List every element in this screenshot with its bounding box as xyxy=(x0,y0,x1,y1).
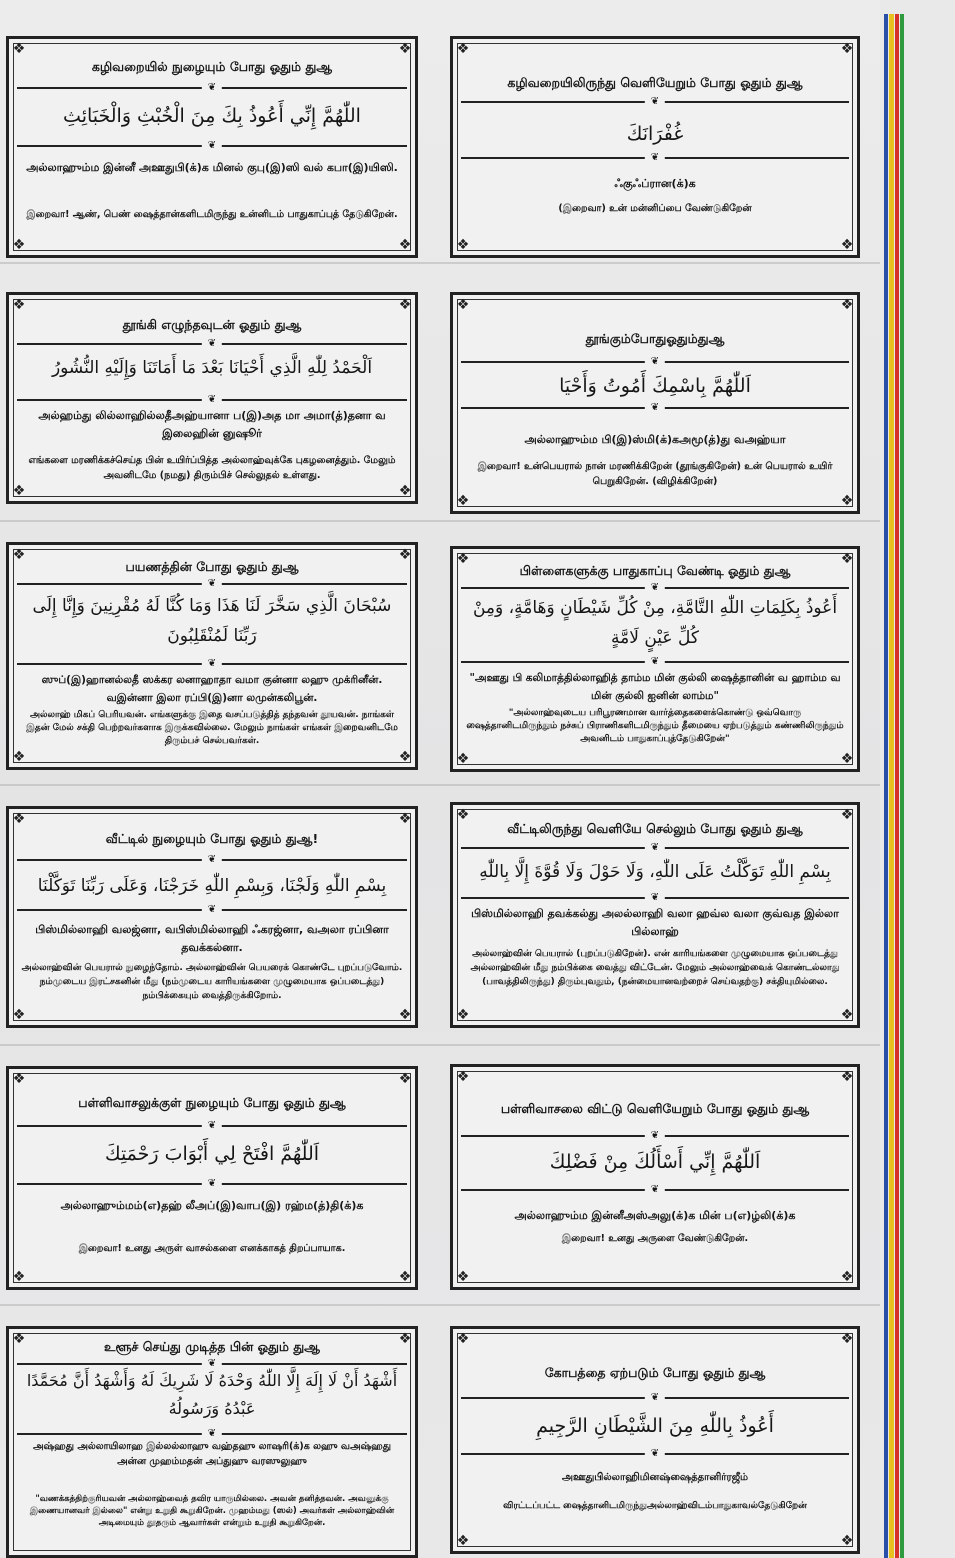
corner-ornament-icon: ❖ xyxy=(398,811,412,827)
corner-ornament-icon: ❖ xyxy=(840,1533,854,1549)
divider xyxy=(17,394,407,405)
corner-ornament-icon: ❖ xyxy=(12,811,26,827)
corner-ornament-icon: ❖ xyxy=(398,749,412,765)
corner-ornament-icon: ❖ xyxy=(840,1069,854,1085)
dua-title: தூங்கி எழுந்தவுடன் ஓதும் துஆ xyxy=(122,317,302,332)
dua-card xyxy=(450,802,860,1028)
corner-ornament-icon: ❖ xyxy=(456,551,470,567)
dua-title: பிள்ளைகளுக்கு பாதுகாப்பு வேண்டி ஓதும் துஆ xyxy=(519,563,791,578)
flourish-icon: ❦ xyxy=(645,656,665,668)
divider xyxy=(461,842,849,853)
flourish-icon: ❦ xyxy=(645,402,665,414)
corner-ornament-icon: ❖ xyxy=(840,551,854,567)
flourish-icon: ❦ xyxy=(202,904,222,916)
flourish-icon: ❦ xyxy=(202,1120,222,1132)
flourish-icon: ❦ xyxy=(202,658,222,670)
flourish-icon: ❦ xyxy=(202,854,222,866)
fold-line xyxy=(0,1044,880,1046)
corner-ornament-icon: ❖ xyxy=(840,237,854,253)
corner-ornament-icon: ❖ xyxy=(840,41,854,57)
meaning: இறைவா! உன்பெயரால் நான் மரணிக்கிறேன் (தூங்குகிறேன்) உன் பெயரால் உயிர் பெறுகிறேன். (விழிக்கிறேன்) xyxy=(477,461,833,487)
corner-ornament-icon: ❖ xyxy=(456,1533,470,1549)
divider xyxy=(461,1448,849,1459)
transliteration: அல்லாஹும்மம்(எ)தஹ் லீஅப்(இ)வாப(இ) ரஹ்ம(த்)தி(க்)க xyxy=(60,1199,364,1212)
corner-ornament-icon: ❖ xyxy=(840,807,854,823)
flourish-icon: ❦ xyxy=(645,1448,665,1460)
dua-title: கழிவறையில் நுழையும் போது ஓதும் துஆ xyxy=(91,59,333,74)
corner-ornament-icon: ❖ xyxy=(398,483,412,499)
transliteration: ஃகுஃப்ரான(க்)க xyxy=(614,177,696,190)
corner-ornament-icon: ❖ xyxy=(12,1071,26,1087)
divider xyxy=(461,402,849,413)
divider xyxy=(461,1130,849,1141)
corner-ornament-icon: ❖ xyxy=(840,1331,854,1347)
arabic-text: بِسْمِ اللّٰهِ وَلَجْنَا، وَبِسْمِ اللّٰهِ خَرَجْنَا، وَعَلَى رَبِّنَا تَوَكَّلْنَا xyxy=(37,876,387,896)
meaning: இறைவா! ஆண், பெண் ஷைத்தான்களிடமிருந்து உன்னிடம் பாதுகாப்புத் தேடுகிறேன். xyxy=(26,209,398,220)
transliteration: அல்ஹம்து லில்லாஹில்லதீஅஹ்யானா ப(இ)அத மா அமா(த்)தனா வ இலைஹின் னுஷூர் xyxy=(38,409,386,440)
corner-ornament-icon: ❖ xyxy=(12,1269,26,1285)
divider xyxy=(17,854,407,865)
corner-ornament-icon: ❖ xyxy=(12,1331,26,1347)
dua-card xyxy=(6,806,418,1028)
divider xyxy=(461,1184,849,1195)
dua-card xyxy=(6,1066,418,1290)
arabic-text: أَعُوذُ بِكَلِمَاتِ اللّٰهِ التَّامَّةِ، مِنْ كُلِّ شَيْطَانٍ وَهَامَّةٍ، وَمِنْ كُلِّ عَيْنٍ لَامَّةٍ xyxy=(472,598,838,648)
meaning: அல்லாஹ்வின் பெயரால் (புறப்படுகிறேன்). என் காரியங்களை முழுமையாக ஒப்படைத்து அல்லாஹ்வின் மீது நம்பிக்கை வைத்து விட்டேன். மேலும் அல்லாஹ்வைக் கொண்டல்லாது (பாவத்திலிருந்து) திரும்புவதும், (நன்மையானவற்றைச் செய்வதற்கு) சக்தியுமில்லை. xyxy=(470,949,840,987)
divider xyxy=(461,356,849,367)
corner-ornament-icon: ❖ xyxy=(398,1331,412,1347)
meaning: அல்லாஹ் மிகப் பெரியவன். எங்களுக்கு இதை வசப்படுத்தித் தந்தவன் தூயவன். நாங்கள் இதன் மேல் சக்தி பெற்றவர்களாக இருக்கவில்லை. மேலும் நாங்கள் எங்கள் இறைவனிடமே திரும்பச் செல்பவர்கள். xyxy=(26,710,398,746)
dua-title: வீட்டில் நுழையும் போது ஓதும் துஆ! xyxy=(105,831,319,846)
dua-card xyxy=(450,1064,860,1290)
meaning: (இறைவா) உன் மன்னிப்பை வேண்டுகிறேன் xyxy=(558,203,752,214)
dua-title: கோபத்தை ஏற்படும் போது ஓதும் துஆ xyxy=(544,1365,766,1380)
corner-ornament-icon: ❖ xyxy=(456,493,470,509)
arabic-text: اللّٰهُمَّ إِنِّي أَعُوذُ بِكَ مِنَ الْخُبْثِ وَالْخَبَائِثِ xyxy=(63,105,361,127)
dua-title: கழிவறையிலிருந்து வெளியேறும் போது ஓதும் துஆ xyxy=(507,75,803,90)
divider xyxy=(461,656,849,667)
divider xyxy=(17,1120,407,1131)
divider xyxy=(461,892,849,903)
corner-ornament-icon: ❖ xyxy=(456,237,470,253)
dua-card xyxy=(450,1326,860,1554)
arabic-text: اَللّٰهُمَّ بِاسْمِكَ أَمُوتُ وَأَحْيَا xyxy=(559,375,751,397)
dua-card xyxy=(6,1326,418,1558)
meaning: "அல்லாஹ்வுடைய பரிபூரணமான வார்த்தைகளைக்கொண்டு ஒவ்வொரு ஷைத்தானிடமிருந்தும் நச்சுப் பிராணிகளிடமிருந்தும் தீமையை ஏற்படுத்தும் கண்ணிலிருந்தும் அவனிடம் பாதுகாப்புத்தேடுகிறேன்" xyxy=(466,708,844,744)
flourish-icon: ❦ xyxy=(202,1358,222,1370)
meaning: இறைவா! உனது அருள் வாசல்களை எனக்காகத் திறப்பாயாக. xyxy=(78,1243,346,1254)
corner-ornament-icon: ❖ xyxy=(398,1269,412,1285)
flourish-icon: ❦ xyxy=(202,140,222,152)
flourish-icon: ❦ xyxy=(202,338,222,350)
flourish-icon: ❦ xyxy=(645,96,665,108)
meaning: அல்லாஹ்வின் பெயரால் நுழைந்தோம். அல்லாஹ்வின் பெயரைக் கொண்டே புறப்படுவோம். நம்முடைய இரட்சகனின் மீது (நம்முடைய காரியங்களை முழுமையாக ஒப்படைத்து) நம்பிக்கையும் வைத்திருக்கிறோம். xyxy=(21,963,403,1001)
flourish-icon: ❦ xyxy=(645,582,665,594)
transliteration: அல்லாஹும்ம இன்னீஅஸ்அலு(க்)க மின் ப(எ)ழ்லி(க்)க xyxy=(514,1209,796,1222)
transliteration: அஊதுபில்லாஹிமினஷ்ஷைத்தானிர்ரஜீம் xyxy=(561,1472,749,1483)
transliteration: அல்லாஹும்ம இன்னீ அஊதுபி(க்)க மினல் குபு(இ)ஸி வல் கபா(இ)யிஸி. xyxy=(26,161,398,174)
divider xyxy=(17,658,407,669)
transliteration: பிஸ்மில்லாஹி வலஜ்னா, வபிஸ்மில்லாஹி ஃகரஜ்னா, வஅலா ரப்பினா தவக்கல்னா. xyxy=(35,923,389,954)
corner-ornament-icon: ❖ xyxy=(840,297,854,313)
divider xyxy=(17,82,407,93)
dua-title: பள்ளிவாசலுக்குள் நுழையும் போது ஓதும் துஆ xyxy=(78,1095,346,1110)
arabic-text: اَللّٰهُمَّ افْتَحْ لِي أَبْوَابَ رَحْمَتِكَ xyxy=(104,1143,320,1165)
meaning: எங்களை மரணிக்கச்செய்த பின் உயிர்ப்பித்த அல்லாஹ்வுக்கே புகழனைத்தும். மேலும் அவனிடமே (நமது) திரும்பிச் செல்லுதல் உள்ளது. xyxy=(28,455,396,481)
divider xyxy=(17,1178,407,1189)
arabic-text: أَعُوذُ بِاللّٰهِ مِنَ الشَّيْطَانِ الرَّجِيمِ xyxy=(536,1415,774,1437)
divider xyxy=(17,338,407,349)
flourish-icon: ❦ xyxy=(202,1428,222,1440)
corner-ornament-icon: ❖ xyxy=(840,1007,854,1023)
corner-ornament-icon: ❖ xyxy=(12,483,26,499)
corner-ornament-icon: ❖ xyxy=(456,1331,470,1347)
transliteration: அஷ்ஹது அல்லாயிலாஹ இல்லல்லாஹு வஹ்தஹு லாஷரி(க்)க லஹு வஅஷ்ஹது அன்ன முஹம்மதன் அப்துஹு வரஸுலுஹு xyxy=(32,1441,392,1467)
flourish-icon: ❦ xyxy=(645,1130,665,1142)
flourish-icon: ❦ xyxy=(202,394,222,406)
arabic-text: اَللّٰهُمَّ إِنِّي أَسْأَلُكَ مِنْ فَضْلِكَ xyxy=(549,1151,761,1173)
flourish-icon: ❦ xyxy=(645,356,665,368)
divider xyxy=(461,1392,849,1403)
divider xyxy=(461,152,849,163)
dua-title: பள்ளிவாசலை விட்டு வெளியேறும் போது ஓதும் துஆ xyxy=(500,1101,810,1116)
divider xyxy=(17,904,407,915)
dua-card xyxy=(450,36,860,258)
dua-title: உளூச் செய்து முடித்த பின் ஓதும் துஆ xyxy=(104,1339,320,1354)
dua-card xyxy=(6,36,418,258)
transliteration: "அஊது பி கலிமாத்தில்லாஹித் தாம்ம மின் குல்லி ஷைத்தானின் வ ஹாம்ம வ மின் குல்லி ஐனின் லாம்ம" xyxy=(469,672,841,702)
dua-title: பயணத்தின் போது ஓதும் துஆ xyxy=(125,559,299,574)
corner-ornament-icon: ❖ xyxy=(398,1071,412,1087)
corner-ornament-icon: ❖ xyxy=(456,41,470,57)
corner-ornament-icon: ❖ xyxy=(840,751,854,767)
fold-line xyxy=(0,520,880,522)
arabic-text: اَلْحَمْدُ لِلّٰهِ الَّذِي أَحْيَانَا بَعْدَ مَا أَمَاتَنَا وَإِلَيْهِ النُّشُورُ xyxy=(51,358,373,378)
dua-card xyxy=(6,292,418,504)
corner-ornament-icon: ❖ xyxy=(398,1007,412,1023)
arabic-text: أَشْهَدُ أَنْ لَا إِلَهَ إِلَّا اللّٰهُ وَحْدَهُ لَا شَرِيكَ لَهُ وَأَشْهَدُ أَنَّ مُحَمَّدًا عَبْدُهُ وَرَسُولُهُ xyxy=(26,1371,398,1418)
corner-ornament-icon: ❖ xyxy=(12,749,26,765)
fold-line xyxy=(0,262,880,264)
divider xyxy=(17,140,407,151)
transliteration: பிஸ்மில்லாஹி தவக்கல்து அலல்லாஹி வலா ஹவ்ல வலா குவ்வத இல்லா பில்லாஹ் xyxy=(471,907,839,938)
divider xyxy=(17,1358,407,1369)
corner-ornament-icon: ❖ xyxy=(456,751,470,767)
dua-card xyxy=(450,292,860,514)
flourish-icon: ❦ xyxy=(202,1178,222,1190)
corner-ornament-icon: ❖ xyxy=(840,1269,854,1285)
corner-ornament-icon: ❖ xyxy=(12,1007,26,1023)
flourish-icon: ❦ xyxy=(202,82,222,94)
meaning: "வணக்கத்திற்குரியவன் அல்லாஹ்வைத் தவிர யாருமில்லை. அவன் தனித்தவன். அவனுக்கு இணையானவர் இல்லை" என்று உறுதி கூறுகிறேன். முஹம்மது (ஸல்) அவர்கள் அல்லாஹ்வின் அடிமையும் தூதரும் ஆவார்கள் என்றும் உறுதி கூறுகிறேன். xyxy=(29,1494,395,1528)
divider xyxy=(461,582,849,593)
fold-line xyxy=(0,1304,880,1306)
flourish-icon: ❦ xyxy=(645,842,665,854)
corner-ornament-icon: ❖ xyxy=(398,547,412,563)
corner-ornament-icon: ❖ xyxy=(456,297,470,313)
corner-ornament-icon: ❖ xyxy=(12,297,26,313)
divider xyxy=(17,1428,407,1439)
corner-ornament-icon: ❖ xyxy=(398,237,412,253)
arabic-text: سُبْحَانَ الَّذِي سَخَّرَ لَنَا هَذَا وَمَا كُنَّا لَهُ مُقْرِنِينَ وَإِنَّا إِلَى رَبِّنَا لَمُنْقَلِبُونَ xyxy=(32,596,392,646)
dua-card xyxy=(6,542,418,770)
dua-title: தூங்கும்போதுஓதும்துஆ xyxy=(585,331,725,346)
corner-ornament-icon: ❖ xyxy=(12,547,26,563)
flourish-icon: ❦ xyxy=(645,152,665,164)
flourish-icon: ❦ xyxy=(202,578,222,590)
divider xyxy=(17,578,407,589)
corner-ornament-icon: ❖ xyxy=(456,807,470,823)
flourish-icon: ❦ xyxy=(645,1184,665,1196)
color-stripes xyxy=(884,14,904,1558)
divider xyxy=(461,96,849,107)
corner-ornament-icon: ❖ xyxy=(12,41,26,57)
arabic-text: غُفْرَانَكَ xyxy=(626,123,684,145)
transliteration: ஸுப்(இ)ஹானல்லதீ ஸக்கர லனாஹாதா வமா குன்னா லஹு முக்ரினீன். வஇன்னா இலா ரப்பி(இ)னா லமுன்கலிபூன். xyxy=(41,674,383,704)
dua-title: வீட்டிலிருந்து வெளியே செல்லும் போது ஓதும் துஆ xyxy=(507,821,803,836)
meaning: விரட்டப்பட்ட ஷைத்தானிடமிருந்துஅல்லாஹ்விடம்பாதுகாவல்தேடுகிறேன் xyxy=(503,1501,807,1511)
meaning: இறைவா! உனது அருளை வேண்டுகிறேன். xyxy=(561,1233,749,1244)
corner-ornament-icon: ❖ xyxy=(840,493,854,509)
dua-card xyxy=(450,546,860,772)
corner-ornament-icon: ❖ xyxy=(456,1269,470,1285)
transliteration: அல்லாஹும்ம பி(இ)ஸ்மி(க்)கஅமூ(த்)து வஅஹ்யா xyxy=(524,433,786,446)
corner-ornament-icon: ❖ xyxy=(398,41,412,57)
corner-ornament-icon: ❖ xyxy=(456,1069,470,1085)
flourish-icon: ❦ xyxy=(645,1392,665,1404)
corner-ornament-icon: ❖ xyxy=(456,1007,470,1023)
flourish-icon: ❦ xyxy=(645,892,665,904)
arabic-text: بِسْمِ اللّٰهِ تَوَكَّلْتُ عَلَى اللّٰهِ، وَلَا حَوْلَ وَلَا قُوَّةَ إِلَّا بِاللّٰهِ xyxy=(479,862,831,882)
corner-ornament-icon: ❖ xyxy=(398,297,412,313)
corner-ornament-icon: ❖ xyxy=(12,237,26,253)
fold-line xyxy=(0,784,880,786)
